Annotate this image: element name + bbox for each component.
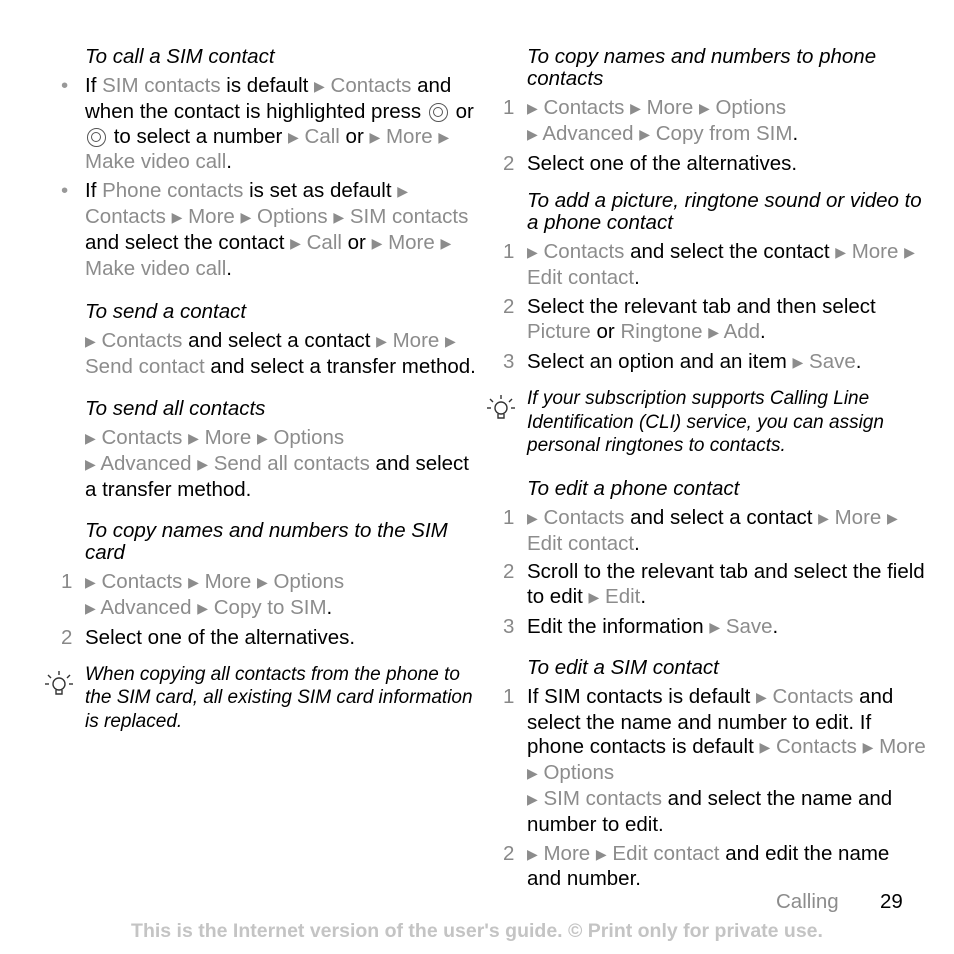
arrow-icon: ▶ [188,429,199,446]
footer-section-title: Calling [776,890,839,913]
text: Edit the information [527,615,710,639]
menu-item-contacts: Contacts [543,240,625,264]
text: If [85,179,103,203]
arrow-icon: ▶ [257,574,268,591]
arrow-icon: ▶ [527,125,538,142]
arrow-icon: ▶ [904,244,915,261]
menu-item-contacts: Contacts [101,329,183,353]
arrow-icon: ▶ [197,455,209,472]
step-item [61,570,485,622]
arrow-icon: ▶ [197,600,209,617]
arrow-icon: ▶ [639,125,651,142]
arrow-icon: ▶ [257,429,268,446]
arrow-icon: ▶ [85,455,96,472]
text: . [634,266,640,290]
step-item [61,625,485,651]
arrow-icon: ▶ [756,688,767,705]
heading-send-all-contacts: To send all contacts [85,396,266,420]
arrow-icon: ▶ [85,574,96,591]
step-item [503,96,927,148]
menu-item-send-all-contacts: Send all contacts [213,451,370,475]
step-item [503,349,927,376]
arrow-icon: ▶ [333,208,345,225]
section-send-contact [85,301,485,380]
text: Select one of the alternatives. [85,625,356,649]
arrow-icon: ▶ [527,845,538,862]
menu-item-make-video-call: Make video call [85,150,227,174]
menu-item-more: More [204,570,252,594]
arrow-icon: ▶ [376,333,387,350]
menu-item-add: Add [723,319,761,343]
arrow-icon: ▶ [527,509,538,526]
section-copy-to-phone [503,45,927,176]
arrow-icon: ▶ [397,183,409,200]
step-number: 3 [503,615,515,639]
heading-send-contact: To send a contact [85,300,247,324]
step-item [503,684,927,838]
menu-item-contacts: Contacts [772,684,854,708]
text: . [640,585,647,609]
menu-item-advanced: Advanced [100,451,192,475]
menu-item-sim-contacts: SIM contacts [349,204,469,228]
menu-item-options: Options [543,761,615,785]
step-number: 2 [503,294,515,318]
right-column [503,45,927,896]
text: and when the contact is highlighted press [85,74,452,123]
menu-item-advanced: Advanced [100,596,192,620]
step-item [503,505,927,557]
menu-item-advanced: Advanced [542,121,634,145]
menu-item-phone-contacts: Phone contacts [102,179,244,203]
menu-item-edit-contact: Edit contact [612,841,720,865]
heading-edit-phone-contact: To edit a phone contact [527,476,740,500]
menu-item-more: More [543,841,591,865]
arrow-icon: ▶ [445,333,456,350]
internet-version-notice: This is the Internet version of the user's guide. © Print only for private use. [131,920,823,942]
menu-item-more: More [385,124,433,148]
text: to select a number [108,124,289,148]
menu-item-call: Call [304,124,340,148]
step-item [503,240,927,291]
arrow-icon: ▶ [527,791,538,808]
text: or [449,99,474,123]
menu-item-sim-contacts: SIM contacts [102,74,221,97]
arrow-icon: ▶ [588,589,600,606]
menu-item-more: More [188,204,235,228]
text: . [855,349,862,373]
text: . [226,150,232,174]
arrow-icon: ▶ [630,100,641,116]
navigation-key-icon [429,103,448,122]
section-call-sim-contact [61,45,485,281]
text: or [341,230,372,254]
arrow-icon: ▶ [314,78,325,94]
arrow-icon: ▶ [85,333,96,350]
text: . [792,121,799,145]
arrow-icon: ▶ [527,765,538,782]
heading-copy-to-phone: To copy names and numbers to phone contacts [527,45,877,90]
arrow-icon: ▶ [371,234,383,251]
step-number: 2 [503,560,515,584]
text: is default [220,74,315,97]
step-number: 1 [503,505,515,529]
text: and select a contact [624,505,819,529]
arrow-icon: ▶ [759,739,771,756]
text: . [760,319,766,343]
text: is set as default [243,179,398,203]
text: and select a contact [182,329,377,353]
arrow-icon: ▶ [862,739,874,756]
step-number: 1 [503,684,515,708]
arrow-icon: ▶ [709,619,721,636]
step-number: 2 [503,841,515,865]
menu-item-more: More [388,230,435,254]
text: Select one of the alternatives. [527,151,798,175]
menu-item-edit: Edit [605,585,641,609]
text: . [772,615,779,639]
bullet-item [61,74,485,175]
arrow-icon: ▶ [85,429,96,446]
bullet-icon: • [61,179,69,203]
step-item [503,841,927,893]
text: and select the contact [85,230,291,254]
step-item [503,151,927,177]
section-edit-phone-contact [503,476,927,641]
menu-item-call: Call [306,230,342,254]
menu-item-contacts: Contacts [543,505,625,529]
menu-item-contacts: Contacts [330,74,412,97]
lightbulb-icon [485,393,517,425]
menu-item-copy-from-sim: Copy from SIM [655,121,793,145]
text: and select the name and number to edit. [527,787,893,836]
text: Select an option and an item [527,349,793,373]
heading-copy-to-sim: To copy names and numbers to the SIM card [85,519,448,565]
arrow-icon: ▶ [240,208,252,225]
arrow-icon: ▶ [440,234,452,251]
menu-item-more: More [204,425,252,449]
menu-item-make-video-call: Make video call [85,256,227,280]
menu-item-edit-contact: Edit contact [527,266,635,290]
arrow-icon: ▶ [595,845,607,862]
bullet-icon: • [61,74,69,97]
tip-text: When copying all contacts from the phone to the SIM card, all existing SIM card information is replaced. [85,663,473,732]
menu-item-more: More [392,329,440,353]
step-number: 1 [503,240,515,264]
step-number: 1 [503,96,515,119]
menu-item-more: More [834,505,882,529]
menu-item-more: More [646,96,694,119]
arrow-icon: ▶ [527,244,538,261]
step-item [503,294,927,346]
arrow-icon: ▶ [699,100,710,116]
text: or [339,124,370,148]
section-send-all-contacts [85,398,485,502]
menu-item-options: Options [273,425,345,449]
step-number: 2 [503,151,515,175]
heading-call-sim-contact: To call a SIM contact [85,45,275,68]
text: and edit the name and number. [527,841,890,891]
text: and select the name and number to edit. If phone contacts is default [527,684,894,759]
step-number: 1 [61,570,73,594]
menu-item-contacts: Contacts [101,425,183,449]
heading-edit-sim-contact: To edit a SIM contact [527,655,719,679]
menu-item-picture: Picture [527,319,591,343]
text: and select the contact [624,240,836,264]
text: Select the relevant tab and then select [527,294,876,318]
text: . [326,596,333,620]
menu-item-more: More [879,735,926,759]
menu-item-edit-contact: Edit contact [527,531,635,555]
text: and select a transfer method. [85,451,470,501]
arrow-icon: ▶ [527,100,538,116]
arrow-icon: ▶ [835,244,846,261]
arrow-icon: ▶ [171,208,183,225]
lightbulb-icon [43,669,75,701]
step-item [503,560,927,611]
tip-text: If your subscription supports Calling Line Identification (CLI) service, you can assign personal ringtones to contacts. [527,388,884,457]
text: If SIM contacts is default [527,684,757,708]
arrow-icon: ▶ [288,128,299,145]
menu-item-ringtone: Ringtone [620,319,703,343]
arrow-icon: ▶ [792,353,804,370]
page-number: 29 [880,890,903,913]
instruction-text [85,329,485,380]
text: or [590,319,621,343]
arrow-icon: ▶ [290,234,301,251]
menu-item-copy-to-sim: Copy to SIM [213,596,327,620]
arrow-icon: ▶ [887,509,898,526]
section-add-picture [503,189,927,375]
text: . [634,531,640,555]
menu-item-contacts: Contacts [543,96,625,119]
bullet-item [61,179,485,281]
heading-add-picture: To add a picture, ringtone sound or video to a phone contact [527,189,922,235]
arrow-icon: ▶ [708,323,719,340]
menu-item-options: Options [273,570,345,594]
arrow-icon: ▶ [369,128,381,145]
menu-item-contacts: Contacts [85,204,166,228]
step-number: 2 [61,625,73,649]
step-item [503,615,927,641]
arrow-icon: ▶ [188,574,199,591]
step-number: 3 [503,349,515,373]
section-copy-to-sim [61,519,485,650]
text: If [85,74,103,97]
menu-item-contacts: Contacts [101,570,183,594]
arrow-icon: ▶ [85,600,96,617]
text: Scroll to the relevant tab and select the field to edit [527,560,925,609]
instruction-text [85,426,485,502]
text: . [226,256,232,280]
select-key-icon [87,128,106,147]
menu-item-contacts: Contacts [775,735,857,759]
tip-note [527,387,927,458]
left-column [61,45,485,733]
menu-item-options: Options [257,204,328,228]
arrow-icon: ▶ [818,509,829,526]
menu-item-send-contact: Send contact [85,355,205,379]
menu-item-save: Save [809,349,856,373]
menu-item-more: More [851,240,899,264]
tip-note [85,663,485,734]
menu-item-save: Save [725,615,773,639]
menu-item-options: Options [715,96,787,119]
text: and select a transfer method. [204,355,476,379]
menu-item-sim-contacts: SIM contacts [543,787,662,811]
arrow-icon: ▶ [438,128,450,145]
section-edit-sim-contact [503,655,927,892]
